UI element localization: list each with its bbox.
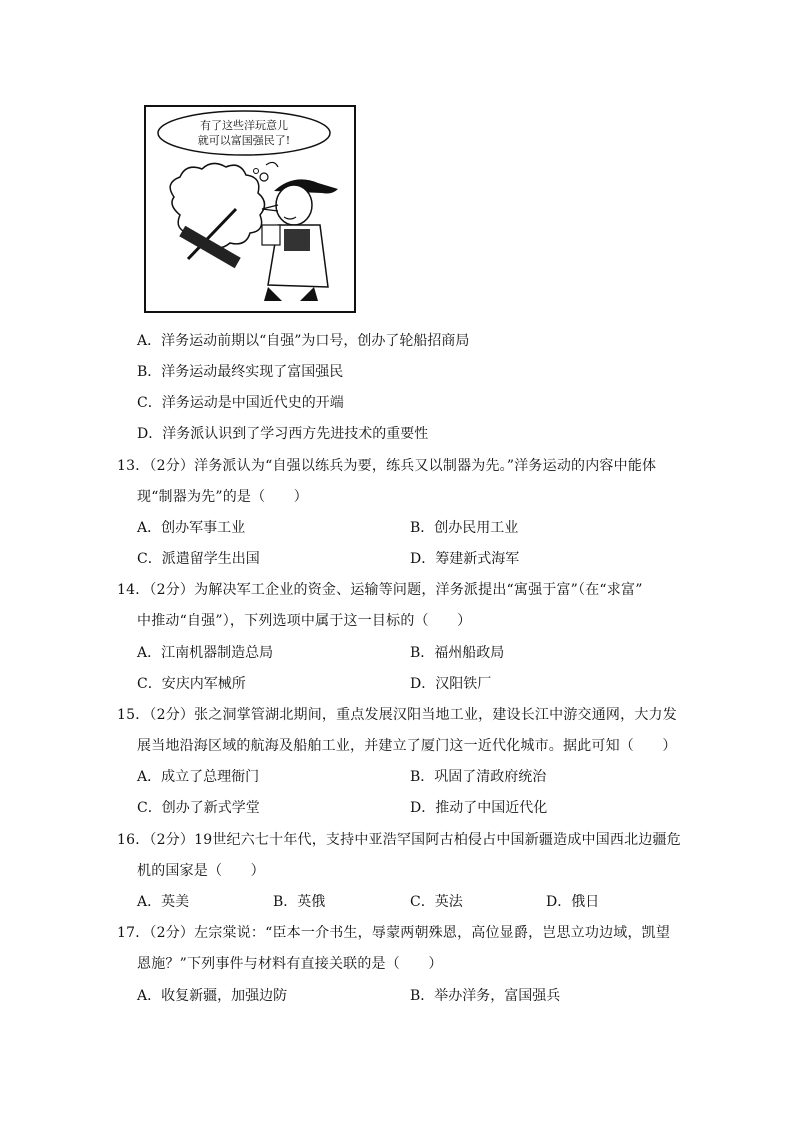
q15-option-d: D．推动了中国近代化 bbox=[410, 800, 548, 816]
q17-stem-line2: 恩施？”下列事件与材料有直接关联的是（ ） bbox=[137, 956, 443, 972]
q16-option-b: B．英俄 bbox=[273, 894, 326, 910]
q12-option-d: D．洋务派认识到了学习西方先进技术的重要性 bbox=[137, 426, 429, 442]
q13-stem-line1: 13．（2分）洋务派认为“自强以练兵为要，练兵又以制器为先。”洋务运动的内容中能体 bbox=[117, 458, 657, 474]
q16-option-d: D．俄日 bbox=[546, 894, 600, 910]
q14-option-d: D．汉阳铁厂 bbox=[410, 676, 492, 692]
cartoon-illustration bbox=[144, 105, 356, 313]
q17-stem-line1: 17．（2分）左宗棠说：“臣本一介书生，辱蒙两朝殊恩，高位显爵，岂思立功边域，凯望 bbox=[117, 925, 671, 941]
q16-option-c: C．英法 bbox=[410, 894, 463, 910]
q13-option-a: A．创办军事工业 bbox=[137, 520, 246, 536]
q13-option-b: B．创办民用工业 bbox=[410, 520, 519, 536]
q15-option-a: A．成立了总理衙门 bbox=[137, 769, 260, 785]
q13-stem-line2: 现“制器为先”的是（ ） bbox=[137, 489, 308, 505]
q16-option-a: A．英美 bbox=[137, 894, 190, 910]
speech-text-line2: 就可以富国强民了! bbox=[197, 134, 291, 147]
q14-option-a: A．江南机器制造总局 bbox=[137, 645, 274, 661]
q13-option-c: C．派遣留学生出国 bbox=[137, 551, 260, 567]
q16-stem-line2: 机的国家是（ ） bbox=[137, 863, 265, 879]
q16-stem-line1: 16．（2分）19世纪六七十年代，支持中亚浩罕国阿古柏侵占中国新疆造成中国西北边疆危 bbox=[117, 832, 681, 848]
q12-option-a: A．洋务运动前期以“自强”为口号，创办了轮船招商局 bbox=[137, 333, 470, 349]
q17-option-a: A．收复新疆，加强边防 bbox=[137, 988, 288, 1004]
q15-stem-line2: 展当地沿海区域的航海及船舶工业，并建立了厦门这一近代化城市。据此可知（ ） bbox=[137, 738, 677, 754]
q15-option-b: B．巩固了清政府统治 bbox=[410, 769, 547, 785]
q13-option-d: D．筹建新式海军 bbox=[410, 551, 520, 567]
q17-option-b: B．举办洋务，富国强兵 bbox=[410, 988, 561, 1004]
q15-option-c: C．创办了新式学堂 bbox=[137, 800, 260, 816]
q12-option-c: C．洋务运动是中国近代史的开端 bbox=[137, 395, 344, 411]
q14-option-c: C．安庆内军械所 bbox=[137, 676, 246, 692]
speech-text-line1: 有了这些洋玩意儿 bbox=[200, 119, 288, 132]
q14-stem-line2: 中推动“自强”），下列选项中属于这一目标的（ ） bbox=[137, 613, 472, 629]
q15-stem-line1: 15．（2分）张之洞掌管湖北期间，重点发展汉阳当地工业，建设长江中游交通网，大力发 bbox=[117, 707, 677, 723]
q14-stem-line1: 14．（2分）为解决军工企业的资金、运输等问题，洋务派提出“寓强于富”（在“求富” bbox=[117, 582, 643, 598]
q12-option-b: B．洋务运动最终实现了富国强民 bbox=[137, 364, 344, 380]
q14-option-b: B．福州船政局 bbox=[410, 645, 505, 661]
